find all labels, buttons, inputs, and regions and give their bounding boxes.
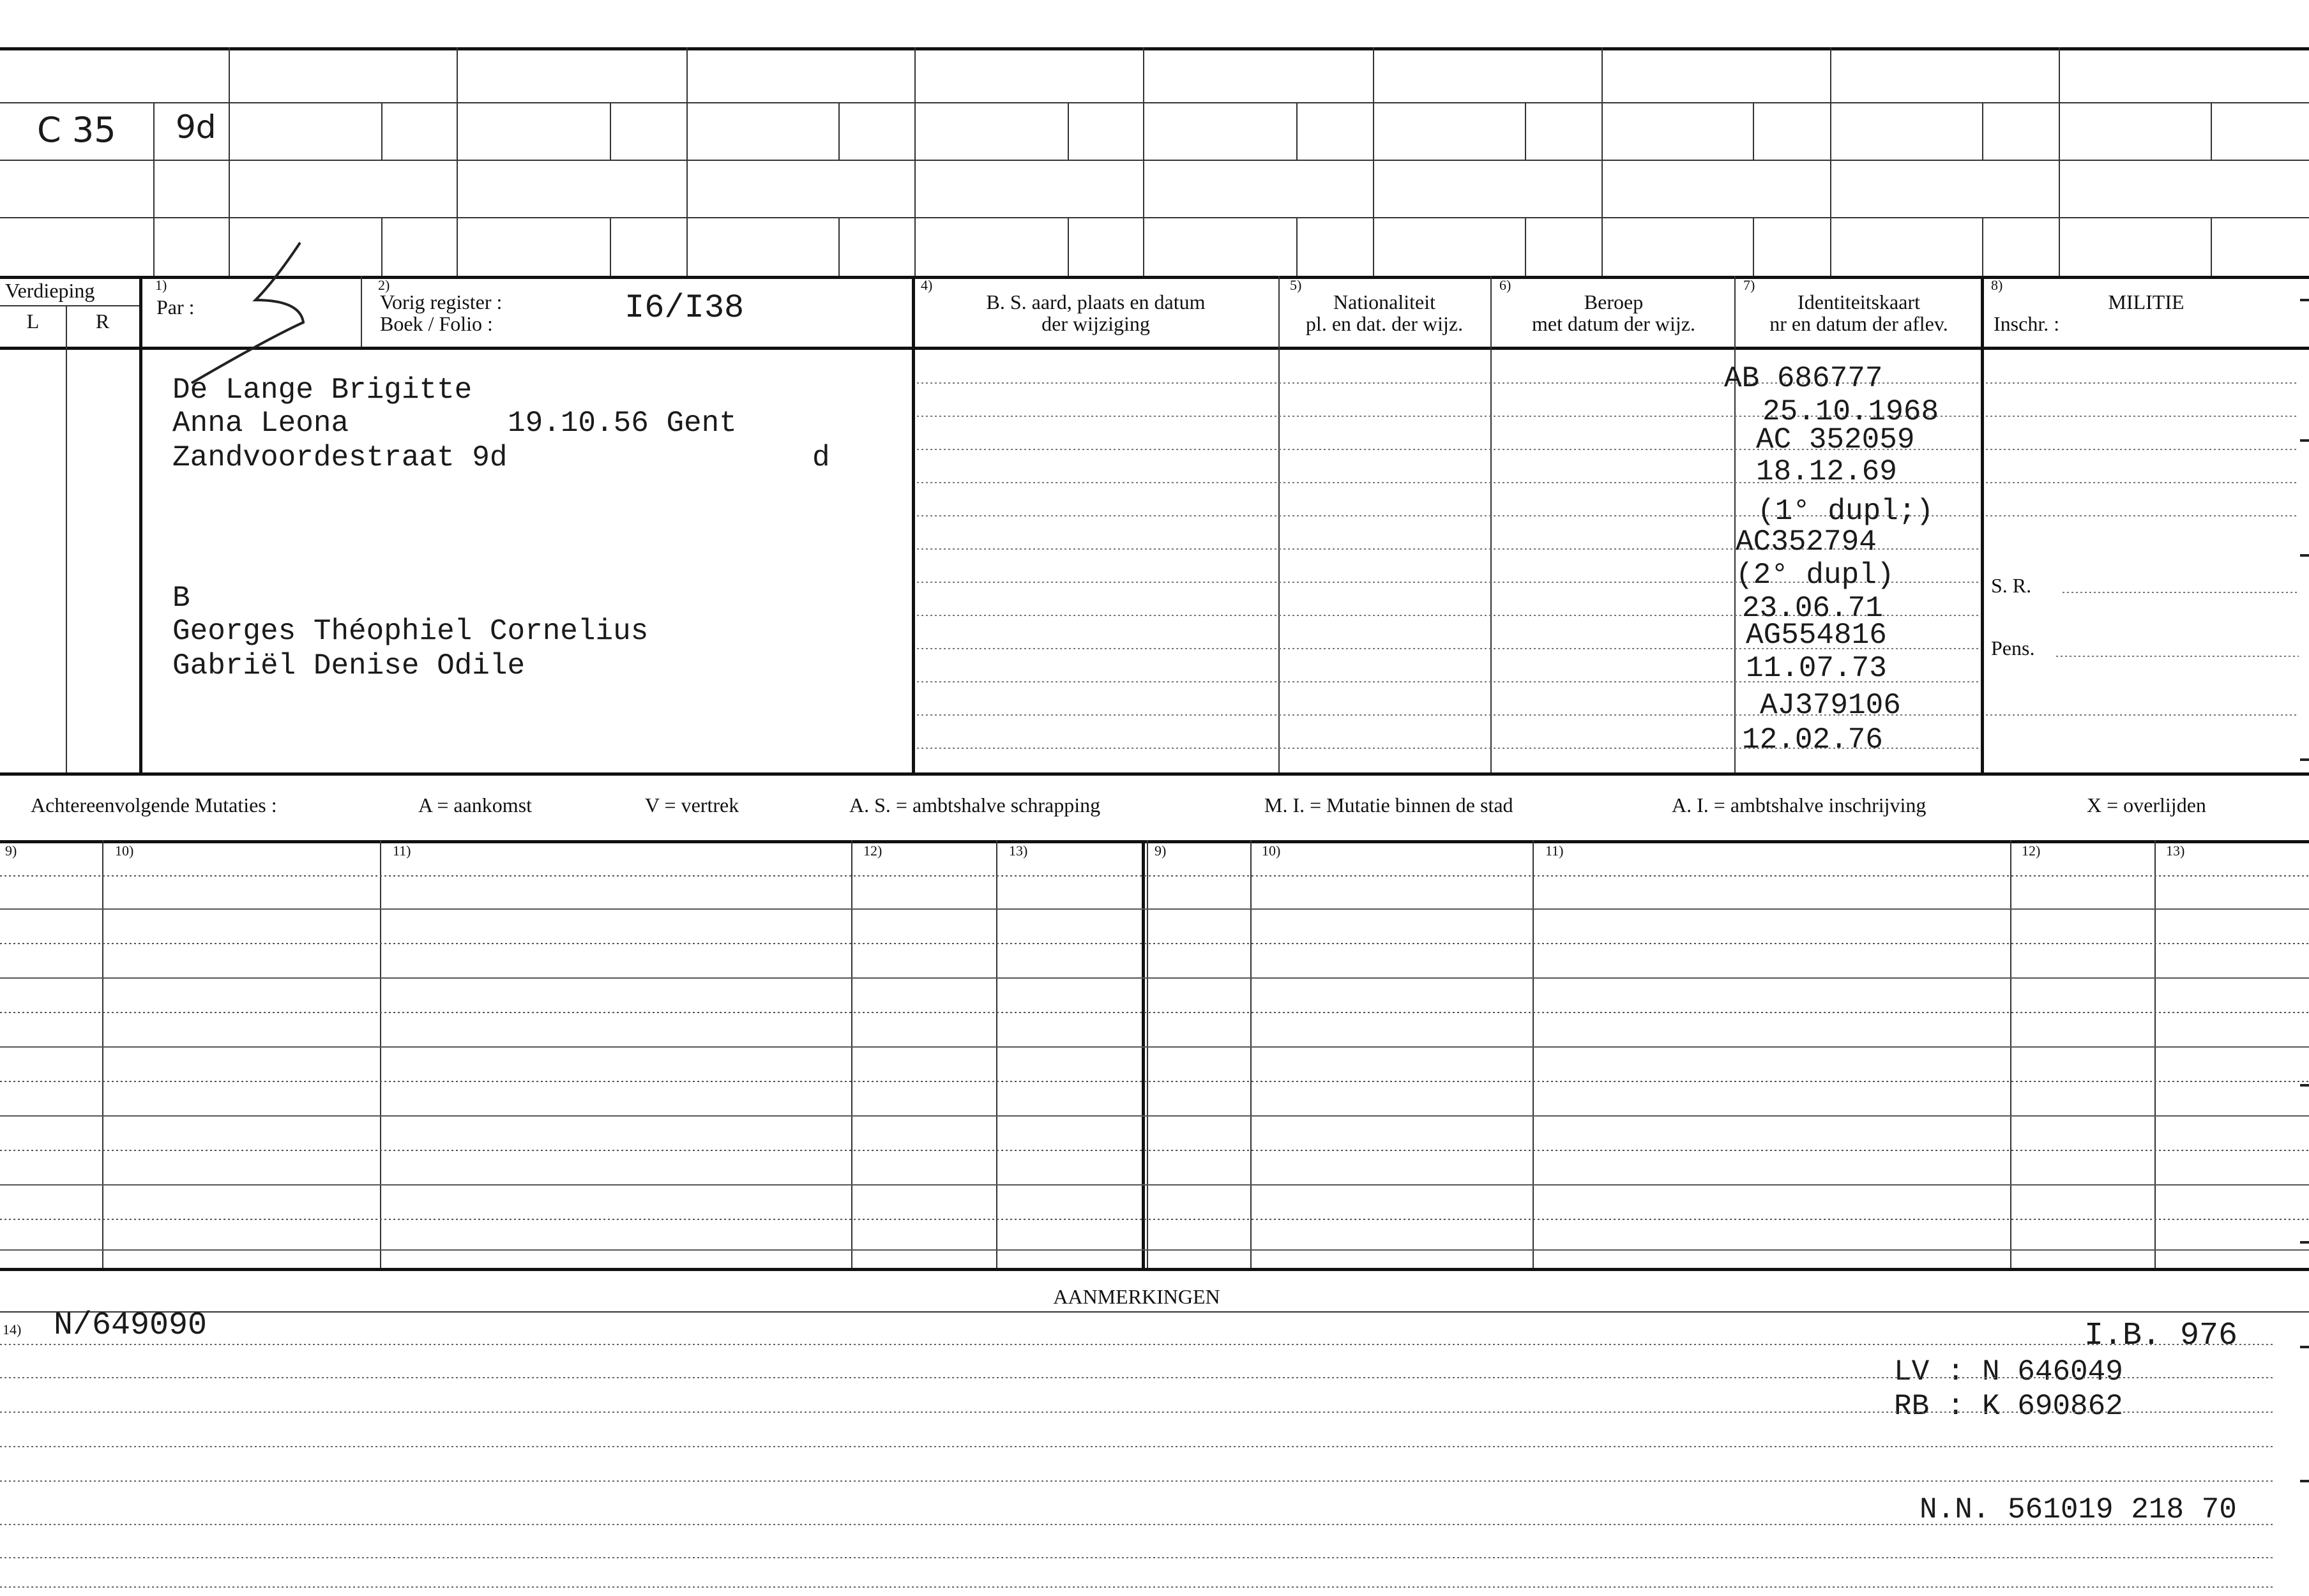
col-number: 9) <box>1154 843 1167 859</box>
col-number: 10) <box>115 843 134 859</box>
top-code-house: 9d <box>176 109 216 146</box>
militie-header: MILITIE <box>2108 290 2184 313</box>
address: Zandvoordestraat 9d <box>172 441 508 474</box>
vorig-register-label: Vorig register : <box>380 290 503 313</box>
bs-header-line2: der wijziging <box>1041 312 1150 335</box>
given-names: Anna Leona <box>172 407 349 440</box>
verdieping-label: Verdieping <box>5 279 95 302</box>
col-number: 13) <box>1009 843 1028 859</box>
col-number: 6) <box>1499 277 1511 293</box>
beroep-header-line2: met datum der wijz. <box>1532 312 1695 335</box>
identiteitskaart-header-line2: nr en datum der aflev. <box>1769 312 1948 335</box>
b-label: B <box>172 582 190 615</box>
mutations-title: Achtereenvolgende Mutaties : <box>31 794 277 817</box>
id-card-entry: 11.07.73 <box>1746 652 1887 685</box>
remarks-nn: N.N. 561019 218 70 <box>1919 1493 2237 1526</box>
col-number: 8) <box>1991 277 2003 293</box>
col-number: 12) <box>863 843 882 859</box>
col-number: 11) <box>1545 843 1564 859</box>
col-number: 11) <box>393 843 411 859</box>
legend-vertrek: V = vertrek <box>645 794 739 817</box>
birth-info: 19.10.56 Gent <box>508 407 737 440</box>
legend-mutatie-binnen-stad: M. I. = Mutatie binnen de stad <box>1264 794 1513 817</box>
id-card-entry: AC352794 <box>1736 525 1877 559</box>
id-card-entry: 23.06.71 <box>1742 592 1883 625</box>
id-card-entry: AG554816 <box>1746 619 1887 652</box>
remarks-n-value: N/649090 <box>54 1307 208 1344</box>
verdieping-l-label: L <box>26 310 40 333</box>
col-number: 9) <box>5 843 17 859</box>
parent-line-2: Gabriël Denise Odile <box>172 649 526 682</box>
nationaliteit-header: Nationaliteit <box>1333 290 1435 313</box>
col-number: 4) <box>921 277 933 293</box>
legend-overlijden: X = overlijden <box>2087 794 2206 817</box>
id-card-entry: 25.10.1968 <box>1762 395 1939 428</box>
pens-label: Pens. <box>1991 636 2035 659</box>
legend-aankomst: A = aankomst <box>418 794 533 817</box>
inschr-label: Inschr. : <box>1994 312 2060 335</box>
col-number: 13) <box>2166 843 2185 859</box>
col-number: 1) <box>155 277 167 293</box>
register-value: I6/I38 <box>625 289 745 327</box>
col-number: 10) <box>1262 843 1281 859</box>
remarks-rb: RB : K 690862 <box>1894 1390 2123 1423</box>
id-card-entry: AB 686777 <box>1724 362 1883 395</box>
col-number: 14) <box>3 1321 22 1337</box>
top-code-c: C 35 <box>37 110 116 150</box>
col-number: 2) <box>378 277 390 293</box>
beroep-header: Beroep <box>1584 290 1644 313</box>
parent-line-1: Georges Théophiel Cornelius <box>172 615 649 648</box>
bs-header: B. S. aard, plaats en datum <box>986 290 1206 313</box>
surname-line: De Lange Brigitte <box>172 373 473 407</box>
id-card-entry: 12.02.76 <box>1742 723 1883 757</box>
id-card-entry: (2° dupl) <box>1736 559 1895 592</box>
legend-ambtshalve-schrapping: A. S. = ambtshalve schrapping <box>849 794 1101 817</box>
col-number: 5) <box>1290 277 1302 293</box>
identiteitskaart-header: Identiteitskaart <box>1798 290 1920 313</box>
remarks-lv: LV : N 646049 <box>1894 1355 2123 1389</box>
verdieping-r-label: R <box>95 310 110 333</box>
col-number: 7) <box>1743 277 1755 293</box>
par-label: Par : <box>156 296 195 319</box>
legend-ambtshalve-inschrijving: A. I. = ambtshalve inschrijving <box>1672 794 1927 817</box>
remarks-title: AANMERKINGEN <box>1053 1285 1220 1308</box>
id-card-entry: (1° dupl;) <box>1757 495 1934 528</box>
remarks-ib: I.B. 976 <box>2084 1318 2238 1354</box>
sr-label: S. R. <box>1991 574 2032 597</box>
id-card-entry: AJ379106 <box>1760 689 1901 722</box>
nationaliteit-header-line2: pl. en dat. der wijz. <box>1305 312 1464 335</box>
id-card-entry: AC 352059 <box>1756 423 1915 456</box>
address-suffix: d <box>812 441 830 474</box>
boek-folio-label: Boek / Folio : <box>380 312 493 335</box>
col-number: 12) <box>2022 843 2041 859</box>
id-card-entry: 18.12.69 <box>1756 455 1897 488</box>
